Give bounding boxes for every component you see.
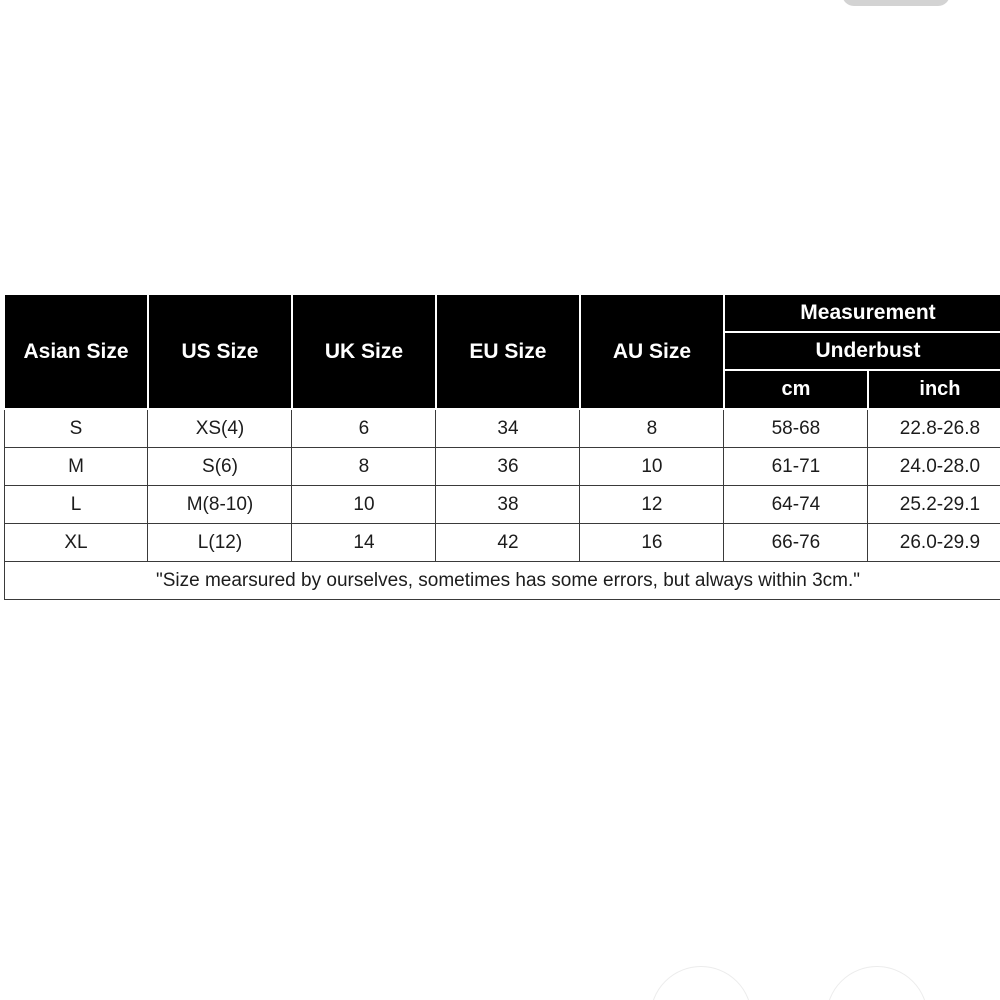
cell-eu-size: 42 — [436, 524, 580, 562]
cell-asian-size: XL — [4, 524, 148, 562]
cell-eu-size: 34 — [436, 409, 580, 448]
cell-us-size: M(8-10) — [148, 486, 292, 524]
cell-asian-size: S — [4, 409, 148, 448]
cell-underbust-cm: 64-74 — [724, 486, 868, 524]
cell-underbust-inch: 24.0-28.0 — [868, 448, 1000, 486]
header-unit-cm: cm — [724, 370, 868, 409]
table-row — [4, 448, 1000, 486]
cell-asian-size: L — [4, 486, 148, 524]
header-asian-size: Asian Size — [4, 294, 148, 409]
header-row-1 — [4, 294, 1000, 332]
table-row — [4, 486, 1000, 524]
note-row — [4, 562, 1000, 600]
cell-us-size: S(6) — [148, 448, 292, 486]
cell-underbust-inch: 25.2-29.1 — [868, 486, 1000, 524]
header-underbust: Underbust — [724, 332, 1000, 370]
header-au-size: AU Size — [580, 294, 724, 409]
cell-uk-size: 6 — [292, 409, 436, 448]
cell-uk-size: 10 — [292, 486, 436, 524]
header-unit-inch: inch — [868, 370, 1000, 409]
cell-underbust-inch: 22.8-26.8 — [868, 409, 1000, 448]
cell-us-size: XS(4) — [148, 409, 292, 448]
size-chart-table — [3, 293, 1000, 600]
header-measurement: Measurement — [724, 294, 1000, 332]
header-uk-size: UK Size — [292, 294, 436, 409]
measurement-note: "Size mearsured by ourselves, sometimes has some errors, but always within 3cm." — [4, 562, 1000, 600]
header-eu-size: EU Size — [436, 294, 580, 409]
cell-eu-size: 36 — [436, 448, 580, 486]
top-pill-shape — [842, 0, 950, 6]
bottom-circle-left — [650, 966, 752, 1000]
header-us-size: US Size — [148, 294, 292, 409]
cell-au-size: 10 — [580, 448, 724, 486]
cell-uk-size: 14 — [292, 524, 436, 562]
cell-au-size: 8 — [580, 409, 724, 448]
cell-uk-size: 8 — [292, 448, 436, 486]
cell-underbust-cm: 66-76 — [724, 524, 868, 562]
cell-eu-size: 38 — [436, 486, 580, 524]
cell-au-size: 12 — [580, 486, 724, 524]
cell-underbust-inch: 26.0-29.9 — [868, 524, 1000, 562]
cell-asian-size: M — [4, 448, 148, 486]
table-row — [4, 409, 1000, 448]
cell-au-size: 16 — [580, 524, 724, 562]
table-row — [4, 524, 1000, 562]
bottom-circle-right — [826, 966, 928, 1000]
cell-underbust-cm: 61-71 — [724, 448, 868, 486]
cell-underbust-cm: 58-68 — [724, 409, 868, 448]
cell-us-size: L(12) — [148, 524, 292, 562]
